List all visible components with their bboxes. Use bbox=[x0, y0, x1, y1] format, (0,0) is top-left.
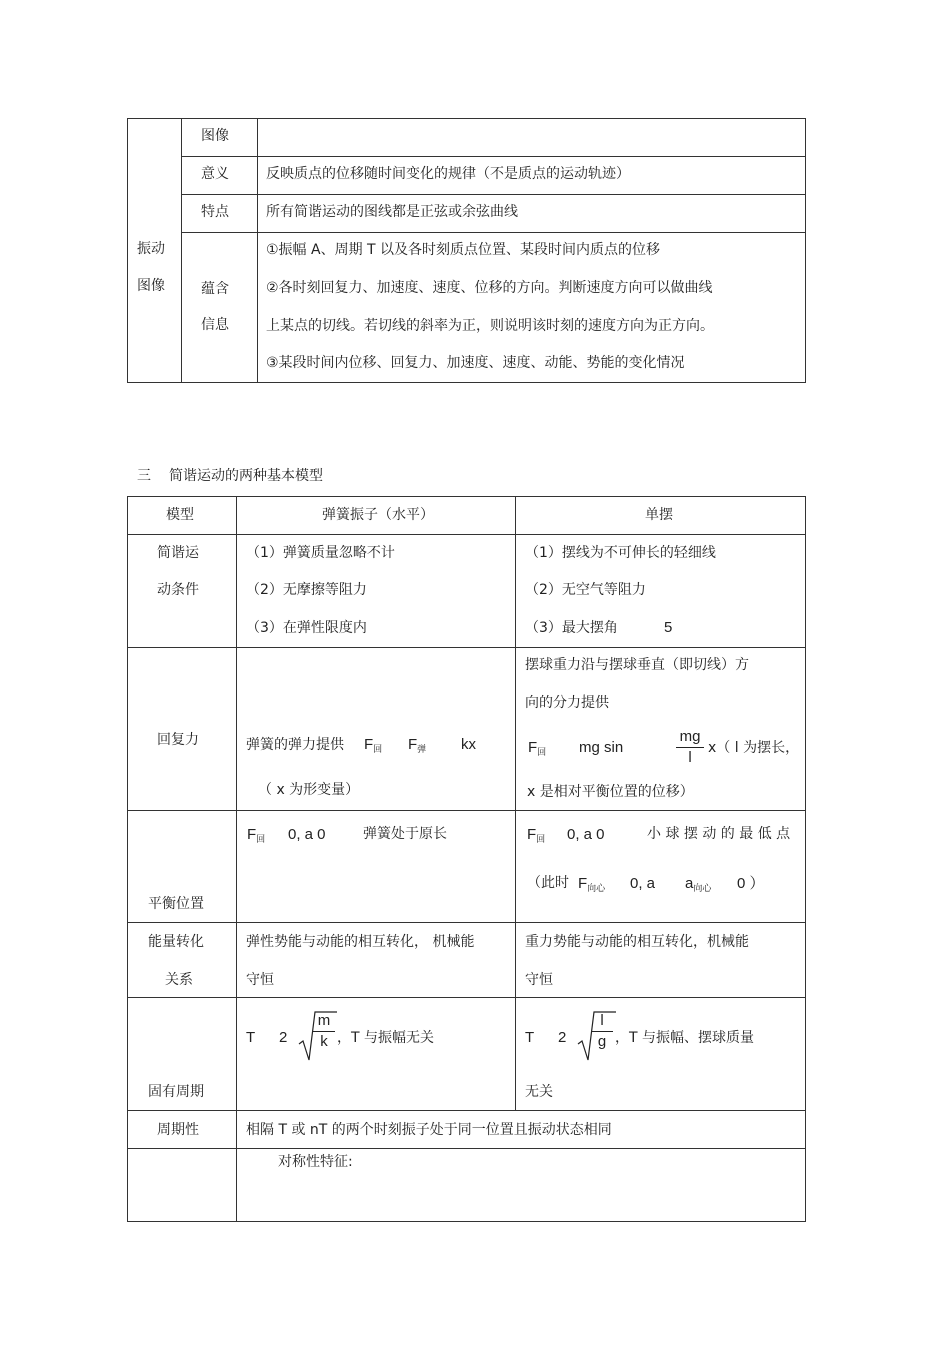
spring-F-hui: $F_回$ bbox=[364, 736, 383, 754]
periodicity-label: 周期性 bbox=[157, 1122, 199, 1138]
pendulum-condition-1: （1）摆线为不可伸长的轻细线 bbox=[525, 545, 716, 561]
pendulum-eq-F: $F_回$ bbox=[527, 826, 546, 844]
info-line-2: ②各时刻回复力、加速度、速度、位移的方向。判断速度方向可以做曲线 bbox=[266, 280, 713, 296]
row-label-info-line1: 蕴含 bbox=[201, 281, 229, 297]
pendulum-period-text-2: 无关 bbox=[525, 1084, 553, 1100]
pendulum-restoring-line1: 摆球重力沿与摆球垂直（即切线）方 bbox=[525, 657, 749, 673]
section-title: 简谐运动的两种基本模型 bbox=[169, 468, 323, 484]
spring-eq-text: 弹簧处于原长 bbox=[363, 826, 447, 842]
info-line-1: ①振幅 A、周期 T 以及各时刻质点位置、某段时间内质点的位移 bbox=[266, 242, 661, 258]
pendulum-eq-F-centripetal: $F_{向心}$ bbox=[578, 875, 606, 893]
spring-restoring-note: （ x 为形变量） bbox=[258, 782, 360, 798]
pendulum-period-text: ，T 与振幅、摆球质量 bbox=[615, 1030, 755, 1046]
spring-condition-1: （1）弹簧质量忽略不计 bbox=[246, 545, 395, 561]
spring-period-text: ，T 与振幅无关 bbox=[337, 1030, 435, 1046]
pendulum-eq-a-centripetal: $a_{向心}$ bbox=[685, 875, 712, 893]
info-line-4: ③某段时间内位移、回复力、加速度、速度、动能、势能的变化情况 bbox=[266, 355, 685, 371]
pendulum-eq-note-prefix: （此时 bbox=[527, 875, 569, 891]
period-label: 固有周期 bbox=[148, 1084, 204, 1100]
row-label-info-line2: 信息 bbox=[201, 317, 229, 333]
max-angle-value: 5 bbox=[664, 619, 673, 636]
pendulum-period-2: 2 bbox=[558, 1029, 567, 1046]
header-spring: 弹簧振子（水平） bbox=[322, 507, 434, 523]
conditions-label-1: 简谐运 bbox=[157, 545, 199, 561]
group-label-line1: 振动 bbox=[137, 241, 165, 257]
row-label-image: 图像 bbox=[201, 128, 229, 144]
spring-energy-1: 弹性势能与动能的相互转化， 机械能 bbox=[246, 934, 475, 950]
pendulum-condition-3: （3）最大摆角 bbox=[525, 620, 618, 636]
spring-energy-2: 守恒 bbox=[246, 972, 274, 988]
row-content-feature: 所有简谐运动的图线都是正弦或余弦曲线 bbox=[266, 204, 518, 220]
row-label-feature: 特点 bbox=[201, 204, 229, 220]
pendulum-x-note: x（ l 为摆长， bbox=[708, 740, 800, 756]
periodicity-content: 相隔 T 或 nT 的两个时刻振子处于同一位置且振动状态相同 bbox=[246, 1122, 612, 1138]
restoring-label: 回复力 bbox=[157, 732, 199, 748]
symmetry-content: 对称性特征: bbox=[278, 1154, 353, 1170]
pendulum-eq-text: 小 球 摆 动 的 最 低 点 bbox=[647, 826, 791, 842]
equilibrium-label: 平衡位置 bbox=[148, 896, 204, 912]
energy-label-2: 关系 bbox=[165, 972, 193, 988]
group-label-line2: 图像 bbox=[137, 278, 165, 294]
pendulum-condition-2: （2）无空气等阻力 bbox=[525, 582, 646, 598]
row-content-meaning: 反映质点的位移随时间变化的规律（不是质点的运动轨迹） bbox=[266, 166, 630, 182]
section-number: 三 bbox=[137, 468, 151, 484]
spring-condition-2: （2）无摩擦等阻力 bbox=[246, 582, 367, 598]
header-model: 模型 bbox=[166, 507, 194, 523]
conditions-label-2: 动条件 bbox=[157, 582, 199, 598]
pendulum-F-hui: $F_回$ bbox=[528, 739, 547, 757]
pendulum-eq-note-end: 0 ） bbox=[737, 875, 765, 892]
pendulum-eq-values: 0, a 0 bbox=[567, 826, 605, 843]
pendulum-l-over-g: l g bbox=[591, 1012, 613, 1051]
row-label-meaning: 意义 bbox=[201, 166, 229, 182]
pendulum-mgsin: mg sin bbox=[579, 739, 624, 756]
spring-restoring-prefix: 弹簧的弹力提供 bbox=[246, 737, 344, 753]
pendulum-mg-over-l: mg l bbox=[676, 728, 704, 767]
pendulum-energy-1: 重力势能与动能的相互转化，机械能 bbox=[525, 934, 749, 950]
header-pendulum: 单摆 bbox=[645, 507, 673, 523]
pendulum-restoring-line2: 向的分力提供 bbox=[525, 695, 609, 711]
pendulum-energy-2: 守恒 bbox=[525, 972, 553, 988]
spring-eq-F: $F_回$ bbox=[247, 826, 266, 844]
pendulum-period-T: T bbox=[525, 1029, 535, 1046]
spring-kx: kx bbox=[461, 736, 476, 753]
spring-condition-3: （3）在弹性限度内 bbox=[246, 620, 367, 636]
spring-F-tan: $F_弹$ bbox=[408, 736, 427, 754]
spring-eq-values: 0, a 0 bbox=[288, 826, 326, 843]
pendulum-eq-note-mid: 0, a bbox=[630, 875, 656, 892]
spring-m-over-k: m k bbox=[313, 1012, 335, 1051]
info-line-3: 上某点的切线。若切线的斜率为正，则说明该时刻的速度方向为正方向。 bbox=[266, 318, 714, 334]
spring-period-2: 2 bbox=[279, 1029, 288, 1046]
pendulum-restoring-note: x 是相对平衡位置的位移） bbox=[527, 784, 694, 800]
spring-period-T: T bbox=[246, 1029, 256, 1046]
energy-label-1: 能量转化 bbox=[148, 934, 204, 950]
